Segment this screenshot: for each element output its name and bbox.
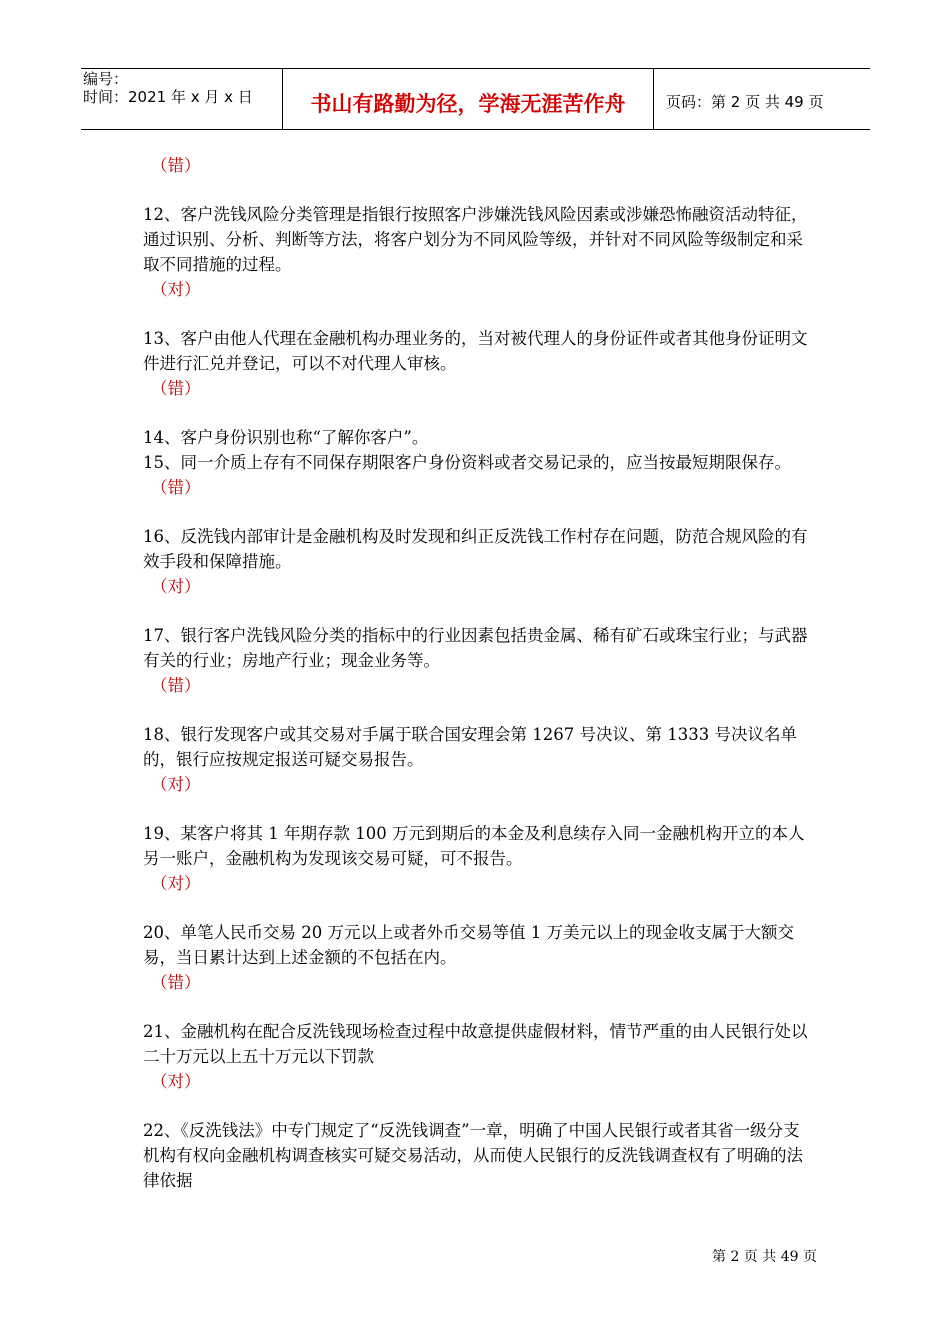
question-14: 14、客户身份识别也称“了解你客户”。 bbox=[143, 428, 429, 447]
question-17: 17、银行客户洗钱风险分类的指标中的行业因素包括贵金属、稀有矿石或珠宝行业；与武器有关的行业；房地产行业；现金业务等。 bbox=[143, 626, 808, 670]
header-page-cell bbox=[661, 69, 870, 129]
page-footer: 第 2 页 共 49 页 bbox=[712, 1249, 817, 1265]
header-motto-cell bbox=[282, 69, 654, 129]
answer-19: （对） bbox=[151, 874, 201, 893]
question-16: 16、反洗钱内部审计是金融机构及时发现和纠正反洗钱工作村存在问题，防范合规风险的有效手段和保障措施。 bbox=[143, 527, 808, 571]
answer-16: （对） bbox=[151, 577, 201, 596]
answer-11: （错） bbox=[151, 156, 201, 175]
answer-12: （对） bbox=[151, 280, 201, 299]
page-header bbox=[81, 68, 870, 130]
answer-15: （错） bbox=[151, 478, 201, 497]
answer-18: （对） bbox=[151, 775, 201, 794]
document-number: 编号： bbox=[83, 70, 129, 88]
question-15: 15、同一介质上存有不同保存期限客户身份资料或者交易记录的，应当按最短期限保存。 bbox=[143, 453, 791, 472]
document-body bbox=[143, 150, 808, 1193]
question-19: 19、某客户将其 1 年期存款 100 万元到期后的本金及利息续存入同一金融机构开立的本人另一账户，金融机构为发现该交易可疑，可不报告。 bbox=[143, 824, 805, 868]
question-20: 20、单笔人民币交易 20 万元以上或者外币交易等值 1 万美元以上的现金收支属于大额交易，当日累计达到上述金额的不包括在内。 bbox=[143, 923, 794, 967]
question-13: 13、客户由他人代理在金融机构办理业务的，当对被代理人的身份证件或者其他身份证明文件进行汇兑并登记，可以不对代理人审核。 bbox=[143, 329, 808, 373]
question-12: 12、客户洗钱风险分类管理是指银行按照客户涉嫌洗钱风险因素或涉嫌恐怖融资活动特征，通过识别、分析、判断等方法，将客户划分为不同风险等级，并针对不同风险等级制定和采取不同措施的过程。 bbox=[143, 205, 808, 274]
question-18: 18、银行发现客户或其交易对手属于联合国安理会第 1267 号决议、第 1333 号决议名单的，银行应按规定报送可疑交易报告。 bbox=[143, 725, 797, 769]
document-date: 时间：2021 年 x 月 x 日 bbox=[83, 88, 253, 106]
answer-21: （对） bbox=[151, 1072, 201, 1091]
header-page-number: 页码：第 2 页 共 49 页 bbox=[666, 93, 824, 111]
answer-17: （错） bbox=[151, 676, 201, 695]
answer-13: （错） bbox=[151, 379, 201, 398]
answer-20: （错） bbox=[151, 973, 201, 992]
header-meta bbox=[81, 69, 281, 129]
question-22: 22、《反洗钱法》中专门规定了“反洗钱调查”一章，明确了中国人民银行或者其省一级分支机构有权向金融机构调查核实可疑交易活动，从而使人民银行的反洗钱调查权有了明确的法律依据 bbox=[143, 1121, 803, 1190]
question-21: 21、金融机构在配合反洗钱现场检查过程中故意提供虚假材料，情节严重的由人民银行处以二十万元以上五十万元以下罚款 bbox=[143, 1022, 808, 1066]
header-motto: 书山有路勤为径，学海无涯苦作舟 bbox=[310, 92, 626, 116]
